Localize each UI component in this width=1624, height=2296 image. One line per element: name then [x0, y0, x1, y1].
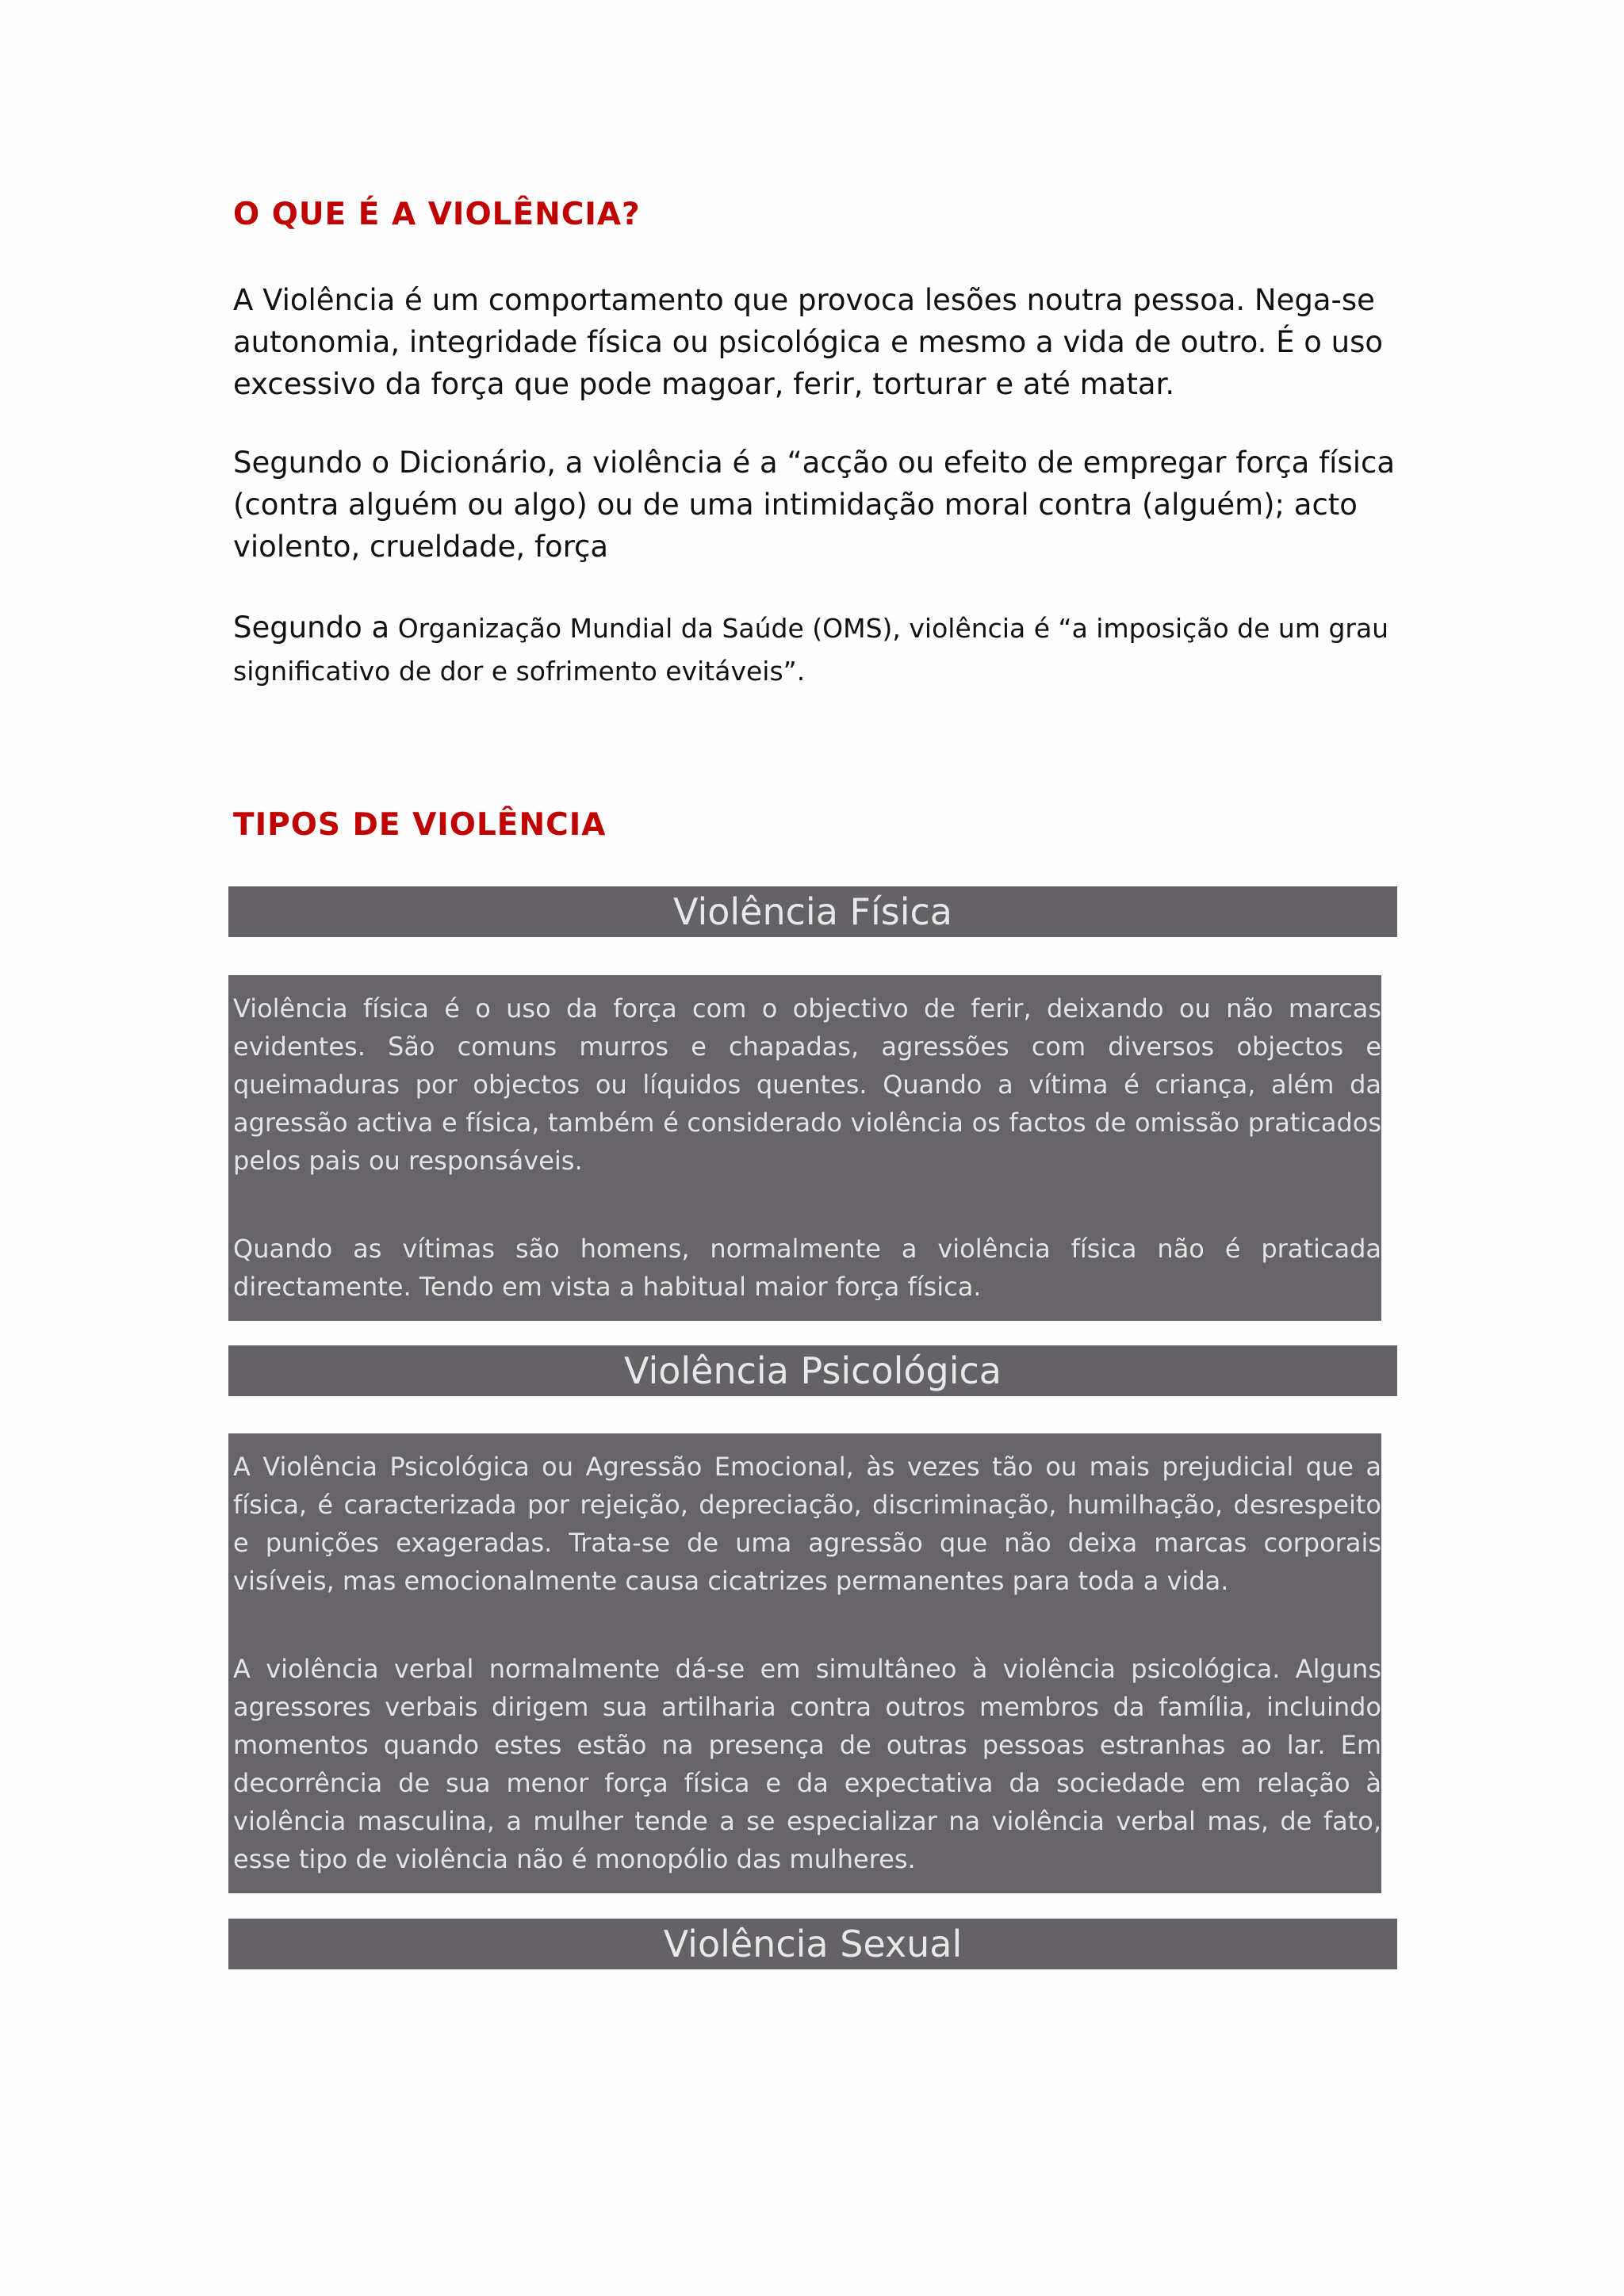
heading-types-of-violence: TIPOS DE VIOLÊNCIA: [233, 807, 607, 843]
section-bar-fisica: Violência Física: [228, 886, 1397, 937]
paragraph-definition: A Violência é um comportamento que provoca lesões noutra pessoa. Nega-se autonomia, integridade física ou psicológica e mesmo a vida de outro. É o uso excessivo da força que pode magoar, ferir, torturar e até matar.: [233, 283, 1383, 401]
paragraph-oms-rest: Organização Mundial da Saúde (OMS), violência é “a imposição de um grau significativo de dor e sofrimento evitáveis”.: [233, 613, 1389, 687]
heading-what-is-violence: O QUE É A VIOLÊNCIA?: [233, 197, 641, 232]
text-box-fisica: [228, 975, 1381, 1321]
psicologica-paragraph-2: A violência verbal normalmente dá-se em simultâneo à violência psicológica. Alguns agressores verbais dirigem sua artilharia contra outros membros da família, incluindo momentos quando estes estão na presença de outras pessoas estranhas ao lar. Em decorrência de sua menor força física e da expectativa da sociedade em relação à violência masculina, a mulher tende a se especializar na violência verbal mas, de fato, esse tipo de violência não é monopólio das mulheres.: [233, 1654, 1381, 1874]
paragraph-dictionary: Segundo o Dicionário, a violência é a “acção ou efeito de empregar força física (contra alguém ou algo) ou de uma intimidação moral contra (alguém); acto violento, crueldade, força: [233, 446, 1395, 564]
paragraph-oms: [233, 607, 1407, 693]
paragraph-oms-lead: Segundo a: [233, 610, 390, 645]
fisica-paragraph-1: Violência física é o uso da força com o objectivo de ferir, deixando ou não marcas evidentes. São comuns murros e chapadas, agressões com diversos objectos e queimaduras por objectos ou líquidos quentes. Quando a vítima é criança, além da agressão activa e física, também é considerado violência os factos de omissão praticados pelos pais ou responsáveis.: [233, 993, 1381, 1176]
text-box-psicologica: [228, 1433, 1381, 1893]
fisica-paragraph-2: Quando as vítimas são homens, normalmente a violência física não é praticada directamente. Tendo em vista a habitual maior força física.: [233, 1234, 1381, 1302]
section-bar-psicologica: Violência Psicológica: [228, 1345, 1397, 1396]
psicologica-paragraph-1: A Violência Psicológica ou Agressão Emocional, às vezes tão ou mais prejudicial que a física, é caracterizada por rejeição, depreciação, discriminação, humilhação, desrespeito e punições exageradas. Trata-se de uma agressão que não deixa marcas corporais visíveis, mas emocionalmente causa cicatrizes permanentes para toda a vida.: [233, 1452, 1381, 1596]
section-bar-sexual: Violência Sexual: [228, 1919, 1397, 1969]
